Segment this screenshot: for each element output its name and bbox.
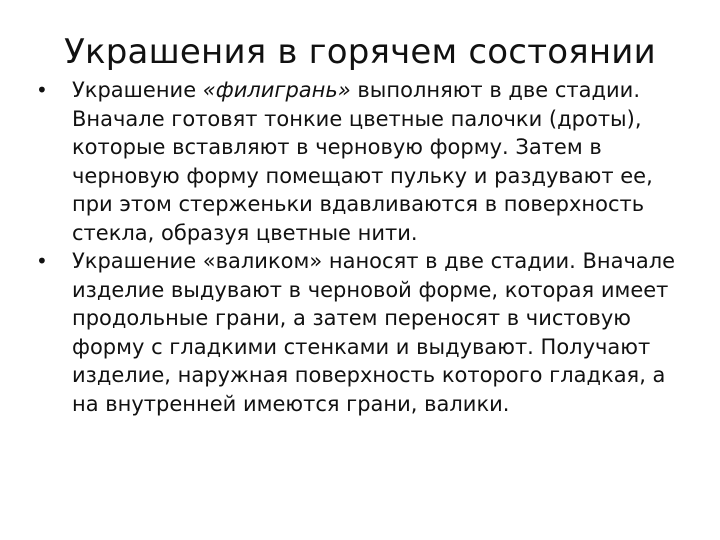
bullet-marker: • xyxy=(36,78,48,102)
bullet-item-filigree xyxy=(30,76,690,247)
bullet-text: Украшение «валиком» наносят в две стадии. Вначале изделие выдувают в черновой форме, которая имеет продольные грани, а затем переносят в чистовую форму с гладкими стенками и выдувают. Получают изделие, наружная поверхность которого гладкая, а на внутренней имеются грани, валики. xyxy=(72,249,676,416)
filigree-term: «филигрань» xyxy=(202,78,351,102)
bullet-marker: • xyxy=(36,249,48,273)
bullet-list xyxy=(30,76,690,418)
slide-title: Украшения в горячем состоянии xyxy=(64,32,656,72)
bullet-text-start: Украшение xyxy=(72,78,203,102)
bullet-text-rest: выполняют в две стадии. Вначале готовят тонкие цветные палочки (дроты), которые вставляют в черновую форму. Затем в черновую форму помещают пульку и раздувают ее, при этом стерженьки вдавливаются в поверхность стекла, образуя цветные нити. xyxy=(72,78,653,245)
bullet-item-roller xyxy=(30,247,690,418)
